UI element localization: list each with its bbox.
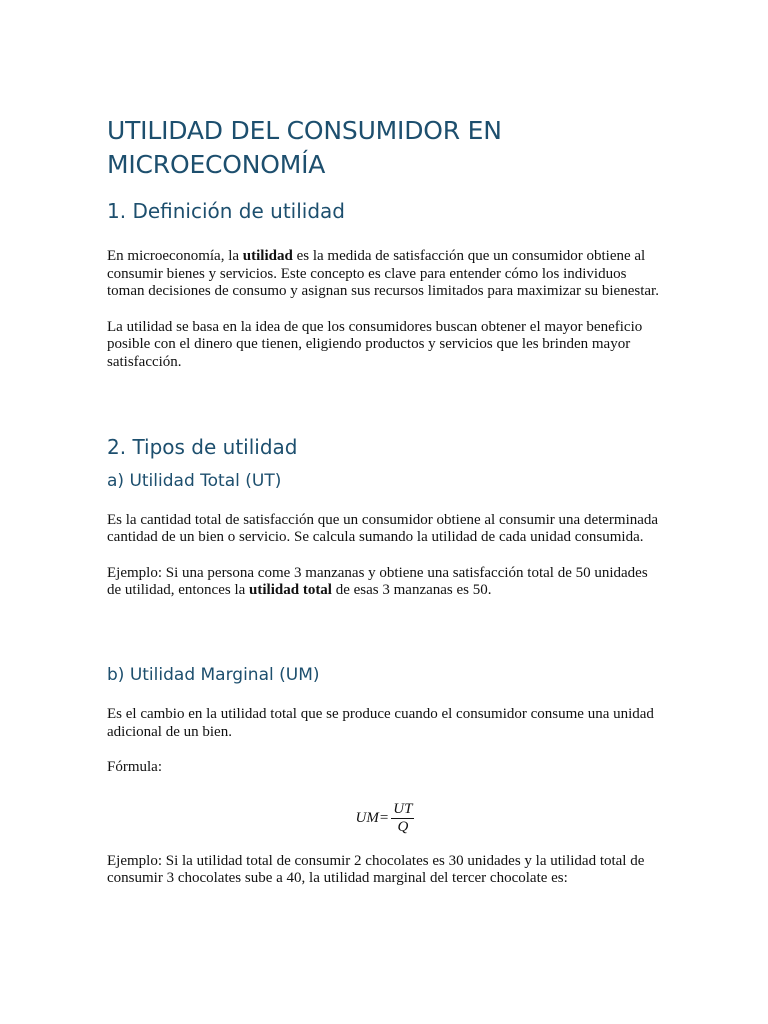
section-1-paragraph-1 xyxy=(107,248,663,301)
subsection-a-example xyxy=(107,565,663,600)
subsection-a-heading: a) Utilidad Total (UT) xyxy=(107,470,282,491)
p1-text-after: es la medida de satisfacción que un consumidor obtiene al consumir bienes y servicios. Este concepto es clave para entender cómo los individuos toman decisiones de consumo y asignan sus recursos limitados para maximizar su bienestar. xyxy=(107,248,659,300)
example-text-before: Ejemplo: Si una persona come 3 manzanas y obtiene una satisfacción total de 50 unidades de utilidad, entonces la xyxy=(107,564,648,599)
formula-lhs: UM xyxy=(355,809,379,826)
example-text-after: de esas 3 manzanas es 50. xyxy=(331,582,492,599)
formula-fraction xyxy=(391,801,414,836)
p1-text-before: En microeconomía, la xyxy=(107,248,243,264)
subsection-b-paragraph: Es el cambio en la utilidad total que se produce cuando el consumidor consume una unidad adicional de un bien. xyxy=(107,705,654,740)
example-bold-term: utilidad total xyxy=(249,582,332,599)
p1-bold-term: utilidad xyxy=(242,248,293,264)
formula-denominator: Q xyxy=(397,818,409,835)
section-2-heading: 2. Tipos de utilidad xyxy=(107,434,298,459)
subsection-b-heading: b) Utilidad Marginal (UM) xyxy=(107,664,320,685)
document-title xyxy=(107,114,663,182)
formula-label: Fórmula: xyxy=(107,759,162,776)
formula-numerator: UT xyxy=(393,800,413,817)
formula-equals: = xyxy=(379,809,389,826)
marginal-utility-formula xyxy=(107,801,663,836)
document-content xyxy=(107,114,663,888)
title-line-2: MICROECONOMÍA xyxy=(107,150,326,179)
subsection-a-paragraph: Es la cantidad total de satisfacción que un consumidor obtiene al consumir una determinada cantidad de un bien o servicio. Se calcula sumando la utilidad de cada unidad consumida. xyxy=(107,511,659,546)
title-line-1: UTILIDAD DEL CONSUMIDOR EN xyxy=(107,116,502,145)
subsection-b-example: Ejemplo: Si la utilidad total de consumir 2 chocolates es 30 unidades y la utilidad total de consumir 3 chocolates sube a 40, la utilidad marginal del tercer chocolate es: xyxy=(107,852,645,887)
section-1-heading: 1. Definición de utilidad xyxy=(107,199,345,223)
section-1-paragraph-2: La utilidad se basa en la idea de que los consumidores buscan obtener el mayor beneficio posible con el dinero que tienen, eligiendo productos y servicios que les brinden mayor satisfacción. xyxy=(107,318,643,370)
